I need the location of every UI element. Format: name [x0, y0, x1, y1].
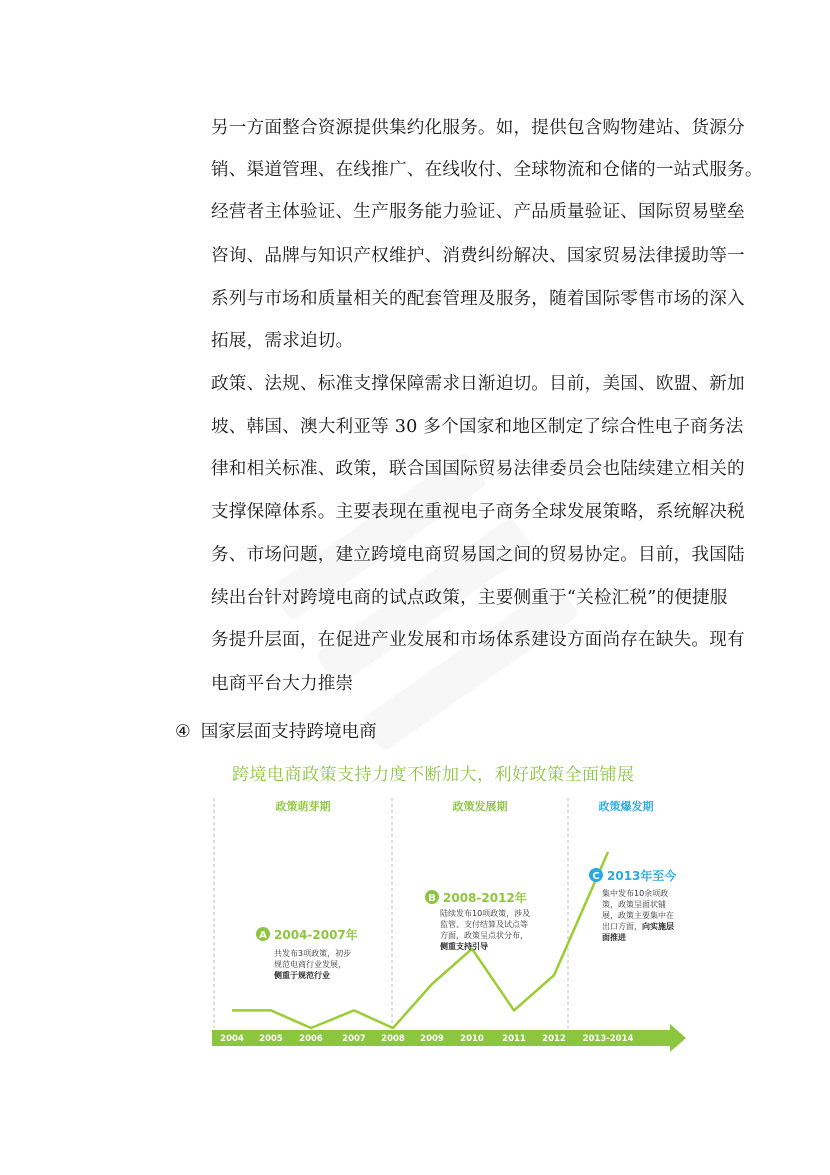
paragraph-line: 咨询、品牌与知识产权维护、消费纠纷解决、国家贸易法律援助等一	[211, 246, 745, 266]
paragraph-line: 务、市场问题，建立跨境电商贸易国之间的贸易协定。目前，我国陆	[211, 545, 745, 565]
annotation-text: 出口方面，	[602, 922, 642, 931]
annotation-text: 展，政策主要集中在	[602, 911, 674, 920]
circled-number: ④	[175, 722, 191, 742]
annotation-period: 2008-2012年	[443, 891, 527, 905]
x-tick-label: 2011	[502, 1034, 526, 1044]
x-tick-label: 2006	[299, 1034, 323, 1044]
section-heading	[175, 720, 377, 744]
x-tick-label: 2005	[259, 1034, 283, 1044]
paragraph-line: 电商平台大力推崇	[211, 674, 354, 694]
annotation-emphasis: 侧重支持引导	[440, 942, 488, 951]
paragraph-line: 续出台针对跨境电商的试点政策，主要侧重于“关检汇税”的便捷服	[211, 588, 728, 608]
x-tick-label: 2007	[342, 1034, 366, 1044]
x-tick-label: 2009	[420, 1034, 444, 1044]
annotation-text: 共发布3项政策，初步	[274, 949, 352, 958]
paragraph-line: 坡、韩国、澳大利亚等 30 多个国家和地区制定了综合性电子商务法	[211, 417, 744, 437]
paragraph-line: 务提升层面，在促进产业发展和市场体系建设方面尚存在缺失。现有	[211, 630, 745, 650]
paragraph-line: 另一方面整合资源提供集约化服务。如，提供包含购物建站、货源分	[211, 118, 745, 138]
x-tick-label: 2010	[460, 1034, 484, 1044]
paragraph-line: 拓展，需求迫切。	[211, 331, 354, 351]
paragraph-line: 经营者主体验证、生产服务能力验证、产品质量验证、国际贸易壁垒	[211, 202, 745, 222]
badge-c-letter: C	[592, 871, 600, 882]
section-heading-text: 国家层面支持跨境电商	[200, 722, 377, 742]
paragraph-line: 律和相关标准、政策，联合国国际贸易法律委员会也陆续建立相关的	[211, 459, 745, 479]
x-tick-label: 2004	[220, 1034, 244, 1044]
paragraph-line: 政策、法规、标准支撑保障需求日渐迫切。目前，美国、欧盟、新加	[211, 374, 745, 394]
paragraph-line: 销、渠道管理、在线推广、在线收付、全球物流和仓储的一站式服务。	[211, 160, 763, 180]
annotation-c	[589, 868, 676, 942]
paragraph-line: 支撑保障体系。主要表现在重视电子商务全球发展策略，系统解决税	[211, 502, 745, 522]
annotation-emphasis: 向实施层	[642, 922, 674, 931]
x-tick-label: 2013-2014	[582, 1034, 634, 1044]
annotation-text: 规范电商行业发展，	[274, 960, 346, 969]
badge-a-letter: A	[259, 930, 267, 941]
phase-label: 政策萌芽期	[275, 800, 331, 813]
annotation-b	[425, 890, 530, 951]
annotation-text: 方面，政策呈点状分布，	[440, 931, 528, 940]
annotation-text: 陆续发布10项政策，涉及	[440, 909, 531, 918]
chart-title: 跨境电商政策支持力度不断加大，利好政策全面铺展	[232, 765, 635, 785]
annotation-text: 集中发布10余项政	[602, 889, 669, 898]
phase-label: 政策发展期	[452, 800, 508, 813]
policy-timeline-chart	[200, 790, 690, 1060]
annotation-text: 策，政策呈面状铺	[602, 900, 666, 909]
phase-label: 政策爆发期	[598, 800, 654, 813]
annotation-period: 2013年至今	[607, 869, 677, 883]
badge-b-letter: B	[428, 893, 436, 904]
paragraph-line: 系列与市场和质量相关的配套管理及服务，随着国际零售市场的深入	[211, 289, 745, 309]
x-tick-label: 2008	[381, 1034, 405, 1044]
annotation-emphasis: 面推进	[602, 933, 626, 942]
annotation-text: 监管、支付结算及试点等	[440, 920, 528, 929]
annotation-a	[256, 927, 358, 980]
annotation-period: 2004-2007年	[274, 928, 358, 942]
annotation-emphasis: 侧重于规范行业	[274, 971, 330, 980]
x-tick-label: 2012	[542, 1034, 566, 1044]
